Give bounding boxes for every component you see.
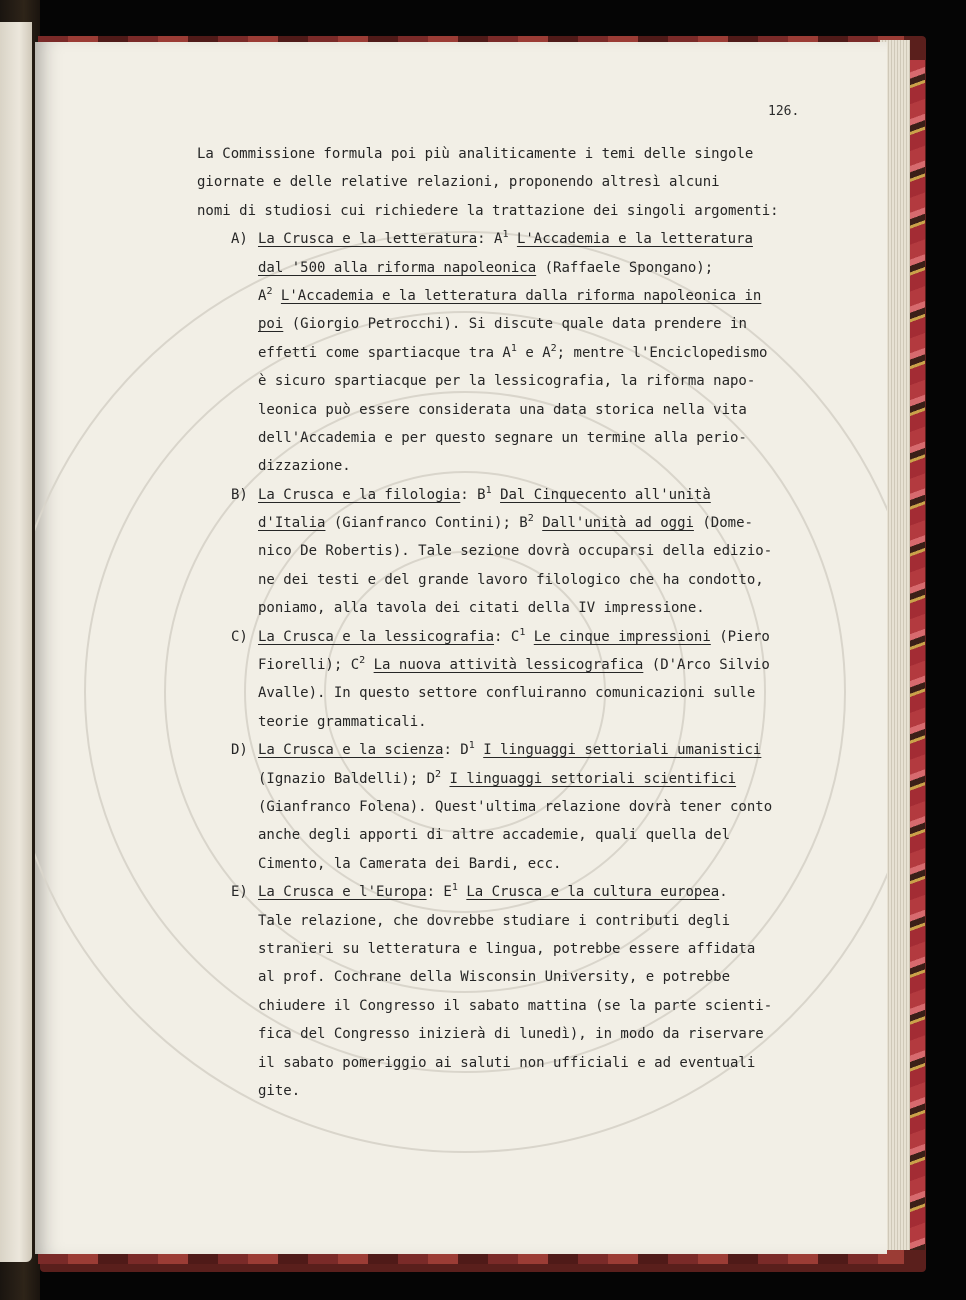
section-b-line: ne dei testi e del grande lavoro filologico che ha condotto, [258, 571, 764, 588]
c1-title: Le cinque impressioni [533, 628, 711, 645]
section-e-line: chiudere il Congresso il sabato mattina (se la parte scienti- [258, 997, 773, 1014]
section-c-line: Avalle). In questo settore confluiranno comunicazioni sulle [258, 685, 756, 702]
section-a-title: La Crusca e la letteratura [258, 231, 478, 248]
section-b-label: B) [231, 486, 248, 503]
section-e-line: gite. [258, 1082, 301, 1099]
section-e-line: E) La Crusca e l'Europa: $E^1$ La Crusca e la cultura europea. [197, 878, 837, 906]
b2-title: Dall'unità ad oggi [542, 515, 694, 532]
section-b-line: nico De Robertis). Tale sezione dovrà occuparsi della edizio- [258, 543, 773, 560]
section-d-line: (Ignazio Baldelli); $D^2$ I linguaggi settoriali scientifici [258, 768, 737, 787]
section-e-line: al prof. Cochrane della Wisconsin University, e potrebbe [258, 969, 731, 986]
e1-title: La Crusca e la cultura europea [466, 884, 720, 901]
section-a-line: dal '500 alla riforma napoleonica (Raffaele Spongano); [258, 259, 714, 276]
section-e-label: E) [231, 884, 248, 901]
typewritten-page [35, 42, 887, 1254]
section-c-line: C) La Crusca e la lessicografia: $C^1$ Le cinque impressioni (Piero [197, 623, 837, 651]
section-e-line: stranieri su letteratura e lingua, potrebbe essere affidata [258, 940, 756, 957]
section-a-line: leonica può essere considerata una data storica nella vita [258, 401, 747, 418]
a2-title: L'Accademia e la letteratura dalla riforma napoleonica in [280, 287, 762, 304]
section-a-line: dizzazione. [258, 458, 351, 475]
intro-line: giornate e delle relative relazioni, proponendo altresì alcuni [197, 174, 720, 191]
section-d-line: D) La Crusca e la scienza: $D^1$ I linguaggi settoriali umanistici [197, 736, 837, 764]
left-page-edge [0, 22, 32, 1262]
section-e-line: il sabato pomeriggio ai saluti non ufficiali e ad eventuali [258, 1054, 756, 1071]
section-a-line: dell'Accademia e per questo segnare un termine alla perio- [258, 429, 747, 446]
section-b-line: d'Italia (Gianfranco Contini); $B^2$ Dall'unità ad oggi (Dome- [258, 513, 753, 532]
section-c-line: Fiorelli); $C^2$ La nuova attività lessicografica (D'Arco Silvio [258, 655, 770, 674]
section-e-title: La Crusca e l'Europa [258, 884, 427, 901]
d1-title: I linguaggi settoriali umanistici [483, 742, 762, 759]
section-d-line: anche degli apporti di altre accademie, quali quella del [258, 827, 731, 844]
section-b-title: La Crusca e la filologia [258, 486, 461, 503]
section-a-line: effetti come spartiacque tra $A^1$ e $A^2$; mentre l'Enciclopedismo [258, 342, 768, 361]
a1-title: L'Accademia e la letteratura [516, 231, 753, 248]
section-a-line: A) La Crusca e la letteratura: $A^1$ L'Accademia e la letteratura [197, 225, 837, 253]
section-d-title: La Crusca e la scienza [258, 742, 444, 759]
section-a-label: A) [231, 231, 248, 248]
section-e-line: fica del Congresso inizierà di lunedì), in modo da riservare [258, 1026, 764, 1043]
section-d-line: Cimento, la Camerata dei Bardi, ecc. [258, 855, 562, 872]
section-b-line: poniamo, alla tavola dei citati della IV impressione. [258, 600, 705, 617]
d2-title: I linguaggi settoriali scientifici [449, 770, 737, 787]
intro-line: nomi di studiosi cui richiedere la trattazione dei singoli argomenti: [197, 202, 779, 219]
body-text [197, 140, 837, 1105]
section-c-label: C) [231, 628, 248, 645]
b1-title: Dal Cinquecento all'unità [500, 486, 711, 503]
section-d-label: D) [231, 742, 248, 759]
section-e-line: Tale relazione, che dovrebbe studiare i contributi degli [258, 912, 731, 929]
section-c-line: teorie grammaticali. [258, 713, 427, 730]
intro-line: La Commissione formula poi più analiticamente i temi delle singole [197, 146, 754, 162]
section-b-line: B) La Crusca e la filologia: $B^1$ Dal Cinquecento all'unità [197, 481, 837, 509]
section-c-title: La Crusca e la lessicografia [258, 628, 495, 645]
section-d-line: (Gianfranco Folena). Quest'ultima relazione dovrà tener conto [258, 798, 773, 815]
section-a-line: poi (Giorgio Petrocchi). Si discute quale data prendere in [258, 316, 747, 333]
page-number: 126. [768, 104, 800, 119]
c2-title: La nuova attività lessicografica [373, 657, 644, 674]
section-a-line: $A^2$ L'Accademia e la letteratura dalla riforma napoleonica in [258, 285, 762, 304]
section-a-line: è sicuro spartiacque per la lessicografia, la riforma napo- [258, 373, 756, 390]
